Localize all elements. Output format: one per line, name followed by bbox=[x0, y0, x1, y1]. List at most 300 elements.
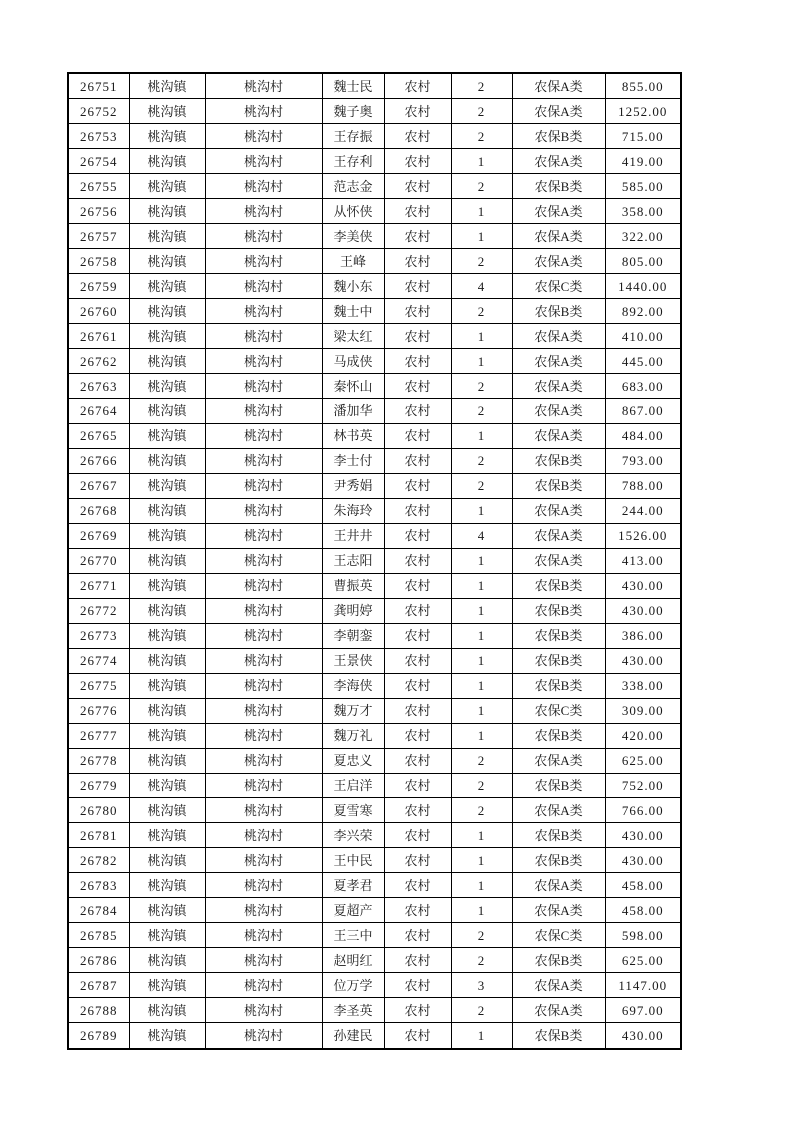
cell-household-type: 农村 bbox=[384, 299, 451, 324]
cell-person-count: 2 bbox=[451, 124, 512, 149]
cell-insurance-type: 农保A类 bbox=[512, 199, 605, 224]
cell-household-type: 农村 bbox=[384, 99, 451, 124]
cell-amount: 322.00 bbox=[605, 224, 681, 249]
table-row bbox=[68, 823, 681, 848]
cell-insurance-type: 农保B类 bbox=[512, 823, 605, 848]
table-row bbox=[68, 224, 681, 249]
cell-village: 桃沟村 bbox=[205, 698, 322, 723]
cell-insurance-type: 农保A类 bbox=[512, 423, 605, 448]
cell-person-name: 李兴荣 bbox=[322, 823, 384, 848]
cell-village: 桃沟村 bbox=[205, 798, 322, 823]
cell-person-count: 4 bbox=[451, 523, 512, 548]
cell-household-type: 农村 bbox=[384, 199, 451, 224]
cell-village: 桃沟村 bbox=[205, 823, 322, 848]
cell-town: 桃沟镇 bbox=[129, 898, 205, 923]
cell-record-id: 26780 bbox=[68, 798, 129, 823]
cell-person-count: 1 bbox=[451, 823, 512, 848]
cell-amount: 625.00 bbox=[605, 948, 681, 973]
cell-person-count: 1 bbox=[451, 423, 512, 448]
cell-village: 桃沟村 bbox=[205, 773, 322, 798]
cell-person-name: 魏士中 bbox=[322, 299, 384, 324]
cell-household-type: 农村 bbox=[384, 873, 451, 898]
cell-town: 桃沟镇 bbox=[129, 773, 205, 798]
cell-person-count: 1 bbox=[451, 324, 512, 349]
cell-amount: 697.00 bbox=[605, 998, 681, 1023]
cell-amount: 793.00 bbox=[605, 448, 681, 473]
cell-household-type: 农村 bbox=[384, 548, 451, 573]
cell-amount: 430.00 bbox=[605, 848, 681, 873]
cell-insurance-type: 农保A类 bbox=[512, 998, 605, 1023]
cell-insurance-type: 农保A类 bbox=[512, 398, 605, 423]
cell-village: 桃沟村 bbox=[205, 848, 322, 873]
cell-person-name: 王景侠 bbox=[322, 648, 384, 673]
cell-amount: 1440.00 bbox=[605, 274, 681, 299]
cell-record-id: 26754 bbox=[68, 149, 129, 174]
cell-record-id: 26784 bbox=[68, 898, 129, 923]
cell-village: 桃沟村 bbox=[205, 648, 322, 673]
cell-amount: 715.00 bbox=[605, 124, 681, 149]
cell-amount: 752.00 bbox=[605, 773, 681, 798]
cell-person-count: 1 bbox=[451, 224, 512, 249]
cell-town: 桃沟镇 bbox=[129, 149, 205, 174]
cell-insurance-type: 农保A类 bbox=[512, 498, 605, 523]
cell-village: 桃沟村 bbox=[205, 349, 322, 374]
cell-town: 桃沟镇 bbox=[129, 398, 205, 423]
cell-insurance-type: 农保A类 bbox=[512, 748, 605, 773]
cell-record-id: 26763 bbox=[68, 374, 129, 399]
cell-village: 桃沟村 bbox=[205, 973, 322, 998]
cell-household-type: 农村 bbox=[384, 848, 451, 873]
cell-amount: 420.00 bbox=[605, 723, 681, 748]
table-row bbox=[68, 573, 681, 598]
cell-person-count: 1 bbox=[451, 623, 512, 648]
cell-insurance-type: 农保B类 bbox=[512, 124, 605, 149]
cell-household-type: 农村 bbox=[384, 823, 451, 848]
cell-household-type: 农村 bbox=[384, 923, 451, 948]
cell-village: 桃沟村 bbox=[205, 423, 322, 448]
cell-village: 桃沟村 bbox=[205, 73, 322, 99]
table-row bbox=[68, 99, 681, 124]
cell-record-id: 26779 bbox=[68, 773, 129, 798]
cell-household-type: 农村 bbox=[384, 973, 451, 998]
cell-person-count: 2 bbox=[451, 174, 512, 199]
cell-person-name: 王志阳 bbox=[322, 548, 384, 573]
cell-household-type: 农村 bbox=[384, 698, 451, 723]
cell-village: 桃沟村 bbox=[205, 498, 322, 523]
cell-person-count: 1 bbox=[451, 573, 512, 598]
cell-village: 桃沟村 bbox=[205, 149, 322, 174]
cell-household-type: 农村 bbox=[384, 423, 451, 448]
cell-household-type: 农村 bbox=[384, 948, 451, 973]
cell-record-id: 26788 bbox=[68, 998, 129, 1023]
cell-insurance-type: 农保A类 bbox=[512, 73, 605, 99]
cell-person-name: 魏小东 bbox=[322, 274, 384, 299]
table-row bbox=[68, 199, 681, 224]
table-row bbox=[68, 73, 681, 99]
cell-insurance-type: 农保A类 bbox=[512, 324, 605, 349]
cell-insurance-type: 农保B类 bbox=[512, 723, 605, 748]
cell-record-id: 26786 bbox=[68, 948, 129, 973]
cell-village: 桃沟村 bbox=[205, 374, 322, 399]
cell-town: 桃沟镇 bbox=[129, 324, 205, 349]
cell-person-count: 2 bbox=[451, 773, 512, 798]
cell-person-count: 2 bbox=[451, 748, 512, 773]
cell-village: 桃沟村 bbox=[205, 249, 322, 274]
table-row bbox=[68, 598, 681, 623]
cell-person-name: 王三中 bbox=[322, 923, 384, 948]
cell-record-id: 26783 bbox=[68, 873, 129, 898]
cell-household-type: 农村 bbox=[384, 673, 451, 698]
cell-record-id: 26782 bbox=[68, 848, 129, 873]
cell-person-name: 从怀侠 bbox=[322, 199, 384, 224]
cell-person-name: 夏超产 bbox=[322, 898, 384, 923]
cell-village: 桃沟村 bbox=[205, 99, 322, 124]
cell-record-id: 26773 bbox=[68, 623, 129, 648]
cell-person-count: 1 bbox=[451, 598, 512, 623]
cell-town: 桃沟镇 bbox=[129, 473, 205, 498]
cell-person-name: 李士付 bbox=[322, 448, 384, 473]
cell-town: 桃沟镇 bbox=[129, 598, 205, 623]
cell-record-id: 26762 bbox=[68, 349, 129, 374]
cell-village: 桃沟村 bbox=[205, 723, 322, 748]
cell-village: 桃沟村 bbox=[205, 1023, 322, 1049]
cell-town: 桃沟镇 bbox=[129, 249, 205, 274]
cell-village: 桃沟村 bbox=[205, 199, 322, 224]
cell-record-id: 26753 bbox=[68, 124, 129, 149]
cell-record-id: 26752 bbox=[68, 99, 129, 124]
table-row bbox=[68, 773, 681, 798]
cell-insurance-type: 农保C类 bbox=[512, 698, 605, 723]
cell-record-id: 26787 bbox=[68, 973, 129, 998]
cell-amount: 244.00 bbox=[605, 498, 681, 523]
cell-amount: 419.00 bbox=[605, 149, 681, 174]
cell-person-count: 2 bbox=[451, 923, 512, 948]
cell-town: 桃沟镇 bbox=[129, 623, 205, 648]
cell-town: 桃沟镇 bbox=[129, 948, 205, 973]
cell-village: 桃沟村 bbox=[205, 948, 322, 973]
cell-person-name: 赵明红 bbox=[322, 948, 384, 973]
cell-amount: 430.00 bbox=[605, 598, 681, 623]
cell-village: 桃沟村 bbox=[205, 573, 322, 598]
cell-town: 桃沟镇 bbox=[129, 99, 205, 124]
table-row bbox=[68, 374, 681, 399]
cell-village: 桃沟村 bbox=[205, 548, 322, 573]
cell-village: 桃沟村 bbox=[205, 623, 322, 648]
cell-amount: 430.00 bbox=[605, 573, 681, 598]
cell-amount: 598.00 bbox=[605, 923, 681, 948]
cell-person-count: 2 bbox=[451, 299, 512, 324]
cell-village: 桃沟村 bbox=[205, 224, 322, 249]
cell-household-type: 农村 bbox=[384, 149, 451, 174]
cell-amount: 855.00 bbox=[605, 73, 681, 99]
cell-insurance-type: 农保A类 bbox=[512, 973, 605, 998]
cell-village: 桃沟村 bbox=[205, 748, 322, 773]
cell-record-id: 26768 bbox=[68, 498, 129, 523]
cell-household-type: 农村 bbox=[384, 324, 451, 349]
cell-person-count: 2 bbox=[451, 448, 512, 473]
cell-person-name: 王存振 bbox=[322, 124, 384, 149]
cell-amount: 625.00 bbox=[605, 748, 681, 773]
cell-person-name: 秦怀山 bbox=[322, 374, 384, 399]
cell-amount: 892.00 bbox=[605, 299, 681, 324]
cell-town: 桃沟镇 bbox=[129, 1023, 205, 1049]
cell-person-name: 王启洋 bbox=[322, 773, 384, 798]
cell-amount: 309.00 bbox=[605, 698, 681, 723]
cell-person-count: 2 bbox=[451, 948, 512, 973]
table-row bbox=[68, 523, 681, 548]
cell-person-name: 王峰 bbox=[322, 249, 384, 274]
cell-insurance-type: 农保B类 bbox=[512, 473, 605, 498]
cell-person-name: 范志金 bbox=[322, 174, 384, 199]
cell-person-name: 王存利 bbox=[322, 149, 384, 174]
cell-town: 桃沟镇 bbox=[129, 573, 205, 598]
cell-insurance-type: 农保A类 bbox=[512, 374, 605, 399]
cell-amount: 430.00 bbox=[605, 823, 681, 848]
cell-town: 桃沟镇 bbox=[129, 224, 205, 249]
cell-person-count: 2 bbox=[451, 374, 512, 399]
cell-amount: 1526.00 bbox=[605, 523, 681, 548]
cell-village: 桃沟村 bbox=[205, 473, 322, 498]
cell-amount: 867.00 bbox=[605, 398, 681, 423]
cell-insurance-type: 农保A类 bbox=[512, 523, 605, 548]
cell-record-id: 26767 bbox=[68, 473, 129, 498]
cell-village: 桃沟村 bbox=[205, 448, 322, 473]
cell-household-type: 农村 bbox=[384, 573, 451, 598]
cell-town: 桃沟镇 bbox=[129, 848, 205, 873]
cell-town: 桃沟镇 bbox=[129, 548, 205, 573]
cell-household-type: 农村 bbox=[384, 648, 451, 673]
table-row bbox=[68, 274, 681, 299]
cell-amount: 430.00 bbox=[605, 648, 681, 673]
cell-household-type: 农村 bbox=[384, 274, 451, 299]
cell-record-id: 26775 bbox=[68, 673, 129, 698]
cell-village: 桃沟村 bbox=[205, 324, 322, 349]
cell-record-id: 26757 bbox=[68, 224, 129, 249]
cell-person-name: 李圣英 bbox=[322, 998, 384, 1023]
cell-person-count: 1 bbox=[451, 723, 512, 748]
cell-record-id: 26789 bbox=[68, 1023, 129, 1049]
table-row bbox=[68, 149, 681, 174]
cell-amount: 458.00 bbox=[605, 898, 681, 923]
cell-person-name: 夏雪寒 bbox=[322, 798, 384, 823]
cell-record-id: 26766 bbox=[68, 448, 129, 473]
table-row bbox=[68, 948, 681, 973]
cell-person-name: 位万学 bbox=[322, 973, 384, 998]
cell-amount: 805.00 bbox=[605, 249, 681, 274]
cell-insurance-type: 农保A类 bbox=[512, 224, 605, 249]
cell-amount: 413.00 bbox=[605, 548, 681, 573]
cell-household-type: 农村 bbox=[384, 798, 451, 823]
cell-village: 桃沟村 bbox=[205, 299, 322, 324]
table-row bbox=[68, 548, 681, 573]
cell-person-name: 马成侠 bbox=[322, 349, 384, 374]
table-row bbox=[68, 673, 681, 698]
cell-amount: 788.00 bbox=[605, 473, 681, 498]
cell-record-id: 26759 bbox=[68, 274, 129, 299]
cell-person-count: 2 bbox=[451, 473, 512, 498]
cell-town: 桃沟镇 bbox=[129, 498, 205, 523]
cell-person-name: 夏孝君 bbox=[322, 873, 384, 898]
cell-insurance-type: 农保A类 bbox=[512, 898, 605, 923]
table-row bbox=[68, 973, 681, 998]
cell-person-name: 魏万礼 bbox=[322, 723, 384, 748]
cell-town: 桃沟镇 bbox=[129, 973, 205, 998]
cell-person-count: 1 bbox=[451, 873, 512, 898]
cell-person-count: 1 bbox=[451, 1023, 512, 1049]
cell-insurance-type: 农保B类 bbox=[512, 673, 605, 698]
cell-town: 桃沟镇 bbox=[129, 673, 205, 698]
cell-village: 桃沟村 bbox=[205, 673, 322, 698]
table-row bbox=[68, 174, 681, 199]
table-row bbox=[68, 923, 681, 948]
table-row bbox=[68, 473, 681, 498]
pension-roster-table bbox=[67, 72, 682, 1050]
cell-insurance-type: 农保B类 bbox=[512, 848, 605, 873]
cell-record-id: 26776 bbox=[68, 698, 129, 723]
cell-person-count: 1 bbox=[451, 498, 512, 523]
table-row bbox=[68, 798, 681, 823]
cell-person-count: 1 bbox=[451, 673, 512, 698]
cell-town: 桃沟镇 bbox=[129, 374, 205, 399]
cell-village: 桃沟村 bbox=[205, 923, 322, 948]
table-row bbox=[68, 349, 681, 374]
cell-record-id: 26751 bbox=[68, 73, 129, 99]
cell-household-type: 农村 bbox=[384, 448, 451, 473]
cell-town: 桃沟镇 bbox=[129, 873, 205, 898]
cell-town: 桃沟镇 bbox=[129, 923, 205, 948]
cell-village: 桃沟村 bbox=[205, 398, 322, 423]
cell-person-count: 1 bbox=[451, 848, 512, 873]
cell-insurance-type: 农保A类 bbox=[512, 798, 605, 823]
cell-person-name: 龚明婷 bbox=[322, 598, 384, 623]
cell-insurance-type: 农保B类 bbox=[512, 1023, 605, 1049]
cell-record-id: 26769 bbox=[68, 523, 129, 548]
cell-household-type: 农村 bbox=[384, 349, 451, 374]
cell-person-count: 2 bbox=[451, 998, 512, 1023]
cell-record-id: 26777 bbox=[68, 723, 129, 748]
cell-amount: 410.00 bbox=[605, 324, 681, 349]
cell-town: 桃沟镇 bbox=[129, 823, 205, 848]
cell-person-count: 3 bbox=[451, 973, 512, 998]
cell-person-name: 夏忠义 bbox=[322, 748, 384, 773]
table-row bbox=[68, 848, 681, 873]
cell-person-name: 潘加华 bbox=[322, 398, 384, 423]
cell-amount: 585.00 bbox=[605, 174, 681, 199]
cell-record-id: 26760 bbox=[68, 299, 129, 324]
cell-town: 桃沟镇 bbox=[129, 199, 205, 224]
cell-insurance-type: 农保A类 bbox=[512, 349, 605, 374]
cell-town: 桃沟镇 bbox=[129, 523, 205, 548]
cell-insurance-type: 农保B类 bbox=[512, 598, 605, 623]
cell-town: 桃沟镇 bbox=[129, 698, 205, 723]
cell-household-type: 农村 bbox=[384, 73, 451, 99]
cell-amount: 766.00 bbox=[605, 798, 681, 823]
cell-amount: 386.00 bbox=[605, 623, 681, 648]
table-body bbox=[68, 73, 681, 1049]
cell-household-type: 农村 bbox=[384, 249, 451, 274]
cell-record-id: 26771 bbox=[68, 573, 129, 598]
cell-person-name: 魏士民 bbox=[322, 73, 384, 99]
cell-record-id: 26774 bbox=[68, 648, 129, 673]
cell-town: 桃沟镇 bbox=[129, 274, 205, 299]
cell-household-type: 农村 bbox=[384, 748, 451, 773]
cell-person-name: 魏子奥 bbox=[322, 99, 384, 124]
cell-insurance-type: 农保A类 bbox=[512, 99, 605, 124]
cell-amount: 484.00 bbox=[605, 423, 681, 448]
cell-record-id: 26778 bbox=[68, 748, 129, 773]
table-row bbox=[68, 1023, 681, 1049]
cell-insurance-type: 农保A类 bbox=[512, 548, 605, 573]
cell-insurance-type: 农保A类 bbox=[512, 873, 605, 898]
cell-town: 桃沟镇 bbox=[129, 448, 205, 473]
cell-town: 桃沟镇 bbox=[129, 174, 205, 199]
cell-record-id: 26765 bbox=[68, 423, 129, 448]
cell-person-count: 1 bbox=[451, 548, 512, 573]
cell-insurance-type: 农保B类 bbox=[512, 174, 605, 199]
cell-village: 桃沟村 bbox=[205, 873, 322, 898]
cell-person-name: 梁太红 bbox=[322, 324, 384, 349]
cell-record-id: 26758 bbox=[68, 249, 129, 274]
cell-household-type: 农村 bbox=[384, 174, 451, 199]
cell-household-type: 农村 bbox=[384, 773, 451, 798]
cell-person-name: 尹秀娟 bbox=[322, 473, 384, 498]
cell-record-id: 26764 bbox=[68, 398, 129, 423]
cell-town: 桃沟镇 bbox=[129, 299, 205, 324]
cell-record-id: 26785 bbox=[68, 923, 129, 948]
cell-household-type: 农村 bbox=[384, 623, 451, 648]
cell-person-name: 王中民 bbox=[322, 848, 384, 873]
table-row bbox=[68, 648, 681, 673]
cell-amount: 338.00 bbox=[605, 673, 681, 698]
cell-person-name: 王井井 bbox=[322, 523, 384, 548]
cell-person-name: 魏万才 bbox=[322, 698, 384, 723]
cell-person-name: 李美侠 bbox=[322, 224, 384, 249]
cell-person-name: 孙建民 bbox=[322, 1023, 384, 1049]
table-row bbox=[68, 698, 681, 723]
cell-town: 桃沟镇 bbox=[129, 798, 205, 823]
cell-person-count: 2 bbox=[451, 398, 512, 423]
cell-record-id: 26772 bbox=[68, 598, 129, 623]
cell-village: 桃沟村 bbox=[205, 598, 322, 623]
table-row bbox=[68, 423, 681, 448]
cell-person-count: 1 bbox=[451, 698, 512, 723]
cell-person-count: 2 bbox=[451, 249, 512, 274]
table-row bbox=[68, 623, 681, 648]
cell-household-type: 农村 bbox=[384, 473, 451, 498]
cell-town: 桃沟镇 bbox=[129, 998, 205, 1023]
cell-village: 桃沟村 bbox=[205, 898, 322, 923]
cell-amount: 358.00 bbox=[605, 199, 681, 224]
table-row bbox=[68, 898, 681, 923]
cell-town: 桃沟镇 bbox=[129, 349, 205, 374]
cell-record-id: 26781 bbox=[68, 823, 129, 848]
table-row bbox=[68, 873, 681, 898]
cell-amount: 1252.00 bbox=[605, 99, 681, 124]
cell-amount: 458.00 bbox=[605, 873, 681, 898]
cell-household-type: 农村 bbox=[384, 998, 451, 1023]
table-row bbox=[68, 498, 681, 523]
table-row bbox=[68, 324, 681, 349]
cell-household-type: 农村 bbox=[384, 598, 451, 623]
cell-person-count: 1 bbox=[451, 199, 512, 224]
cell-town: 桃沟镇 bbox=[129, 748, 205, 773]
cell-village: 桃沟村 bbox=[205, 523, 322, 548]
cell-person-count: 4 bbox=[451, 274, 512, 299]
cell-person-count: 2 bbox=[451, 99, 512, 124]
cell-village: 桃沟村 bbox=[205, 998, 322, 1023]
cell-amount: 430.00 bbox=[605, 1023, 681, 1049]
cell-insurance-type: 农保B类 bbox=[512, 573, 605, 598]
